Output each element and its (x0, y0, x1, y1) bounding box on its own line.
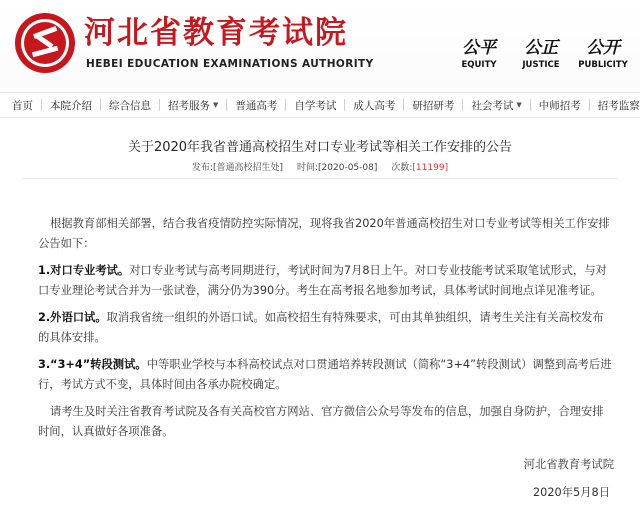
motto-label-en: PUBLICITY (578, 60, 628, 70)
nav-divider (285, 99, 286, 111)
item-paragraph (38, 355, 612, 394)
main-nav (0, 92, 640, 118)
nav-item-adult-exam[interactable]: 成人高考 (353, 99, 396, 112)
nav-divider (159, 99, 160, 111)
site-title: 河北省教育考试院 (84, 15, 348, 51)
authority-seal-icon[interactable] (14, 12, 76, 74)
time-label: 时间: (297, 163, 319, 173)
motto-group (454, 38, 628, 70)
publish-date: [2020-05-08] (318, 163, 378, 173)
intro-paragraph: 根据教育部相关部署，结合我省疫情防控实际情况，现将我省2020年普通高校招生对口专业考试等相关工作安排公告如下： (38, 217, 610, 250)
nav-item-teacher-school-exam[interactable]: 中师招考 (538, 99, 581, 112)
motto-equity (454, 38, 504, 70)
motto-label-cn: 公平 (462, 38, 496, 58)
motto-label-cn: 公开 (586, 38, 620, 58)
nav-item-self-study-exam[interactable]: 自学考试 (294, 99, 337, 112)
motto-label-en: JUSTICE (522, 60, 560, 70)
motto-publicity (578, 38, 628, 70)
publisher-label: 发布: (191, 163, 213, 173)
motto-label-cn: 公正 (524, 38, 558, 58)
nav-item-exam-services[interactable] (168, 98, 218, 113)
item-heading: 2.外语口试。 (38, 311, 107, 324)
title-divider (22, 178, 618, 179)
hits-label: 次数: (391, 163, 413, 173)
nav-item-general-info[interactable]: 综合信息 (109, 99, 151, 112)
item-text: 中等职业学校与本科高校试点对口贯通培养转段测试（简称“3+4”转段测试）调整到高考后进行，考试方式不变，具体时间由各承办院校确定。 (38, 358, 612, 391)
nav-divider (41, 99, 42, 111)
nav-divider (100, 99, 101, 111)
article-body (38, 214, 612, 449)
nav-divider (589, 99, 590, 111)
closing-paragraph: 请考生及时关注省教育考试院及各有关高校官方网站、官方微信公众号等发布的信息，加强自身防护，合理安排时间，认真做好各项准备。 (38, 405, 604, 438)
item-text: 对口专业考试与高考同期进行，考试时间为7月8日上午。对口专业技能考试采取笔试形式，与对口专业理论考试合并为一张试卷，满分仍为390分。考生在高考报名地参加考试，具体考试时间地点详见准考证。 (38, 264, 607, 297)
nav-item-label: 社会考试 (471, 99, 514, 112)
item-paragraph (38, 308, 612, 347)
publisher-value: [普通高校招生处] (212, 163, 283, 173)
site-header (0, 0, 640, 88)
chevron-down-icon: ▼ (516, 101, 522, 109)
signature-date: 2020年5月8日 (532, 486, 610, 499)
nav-divider (344, 99, 345, 111)
item-heading: 3.“3+4”转段测试。 (38, 358, 147, 371)
chevron-down-icon: ▼ (213, 101, 219, 109)
motto-justice (516, 38, 566, 70)
nav-divider (403, 99, 404, 111)
nav-item-gaokao[interactable]: 普通高考 (235, 99, 278, 112)
nav-item-about[interactable]: 本院介绍 (50, 99, 92, 112)
site-title-english: HEBEI EDUCATION EXAMINATIONS AUTHORITY (86, 58, 374, 70)
nav-divider (530, 99, 531, 111)
item-heading: 1.对口专业考试。 (38, 264, 130, 277)
motto-label-en: EQUITY (461, 60, 497, 70)
nav-item-exam-supervision[interactable]: 招考监察 (597, 99, 640, 112)
nav-item-home[interactable]: 首页 (12, 99, 33, 112)
article-meta (0, 160, 640, 173)
nav-divider (226, 99, 227, 111)
nav-divider (462, 99, 463, 111)
nav-item-label: 招考服务 (168, 99, 210, 112)
nav-item-social-exams[interactable] (471, 98, 521, 113)
item-text: 取消我省统一组织的外语口试。如高校招生有特殊要求，可由其单独组织，请考生关注有关高校发布的具体安排。 (38, 311, 604, 344)
nav-item-graduate-exam[interactable]: 研招研考 (412, 99, 455, 112)
item-paragraph (38, 261, 612, 300)
signature: 河北省教育考试院 (523, 458, 614, 471)
hits-count: [11199] (412, 163, 449, 173)
article-title: 关于2020年我省普通高校招生对口专业考试等相关工作安排的公告 (127, 140, 513, 155)
